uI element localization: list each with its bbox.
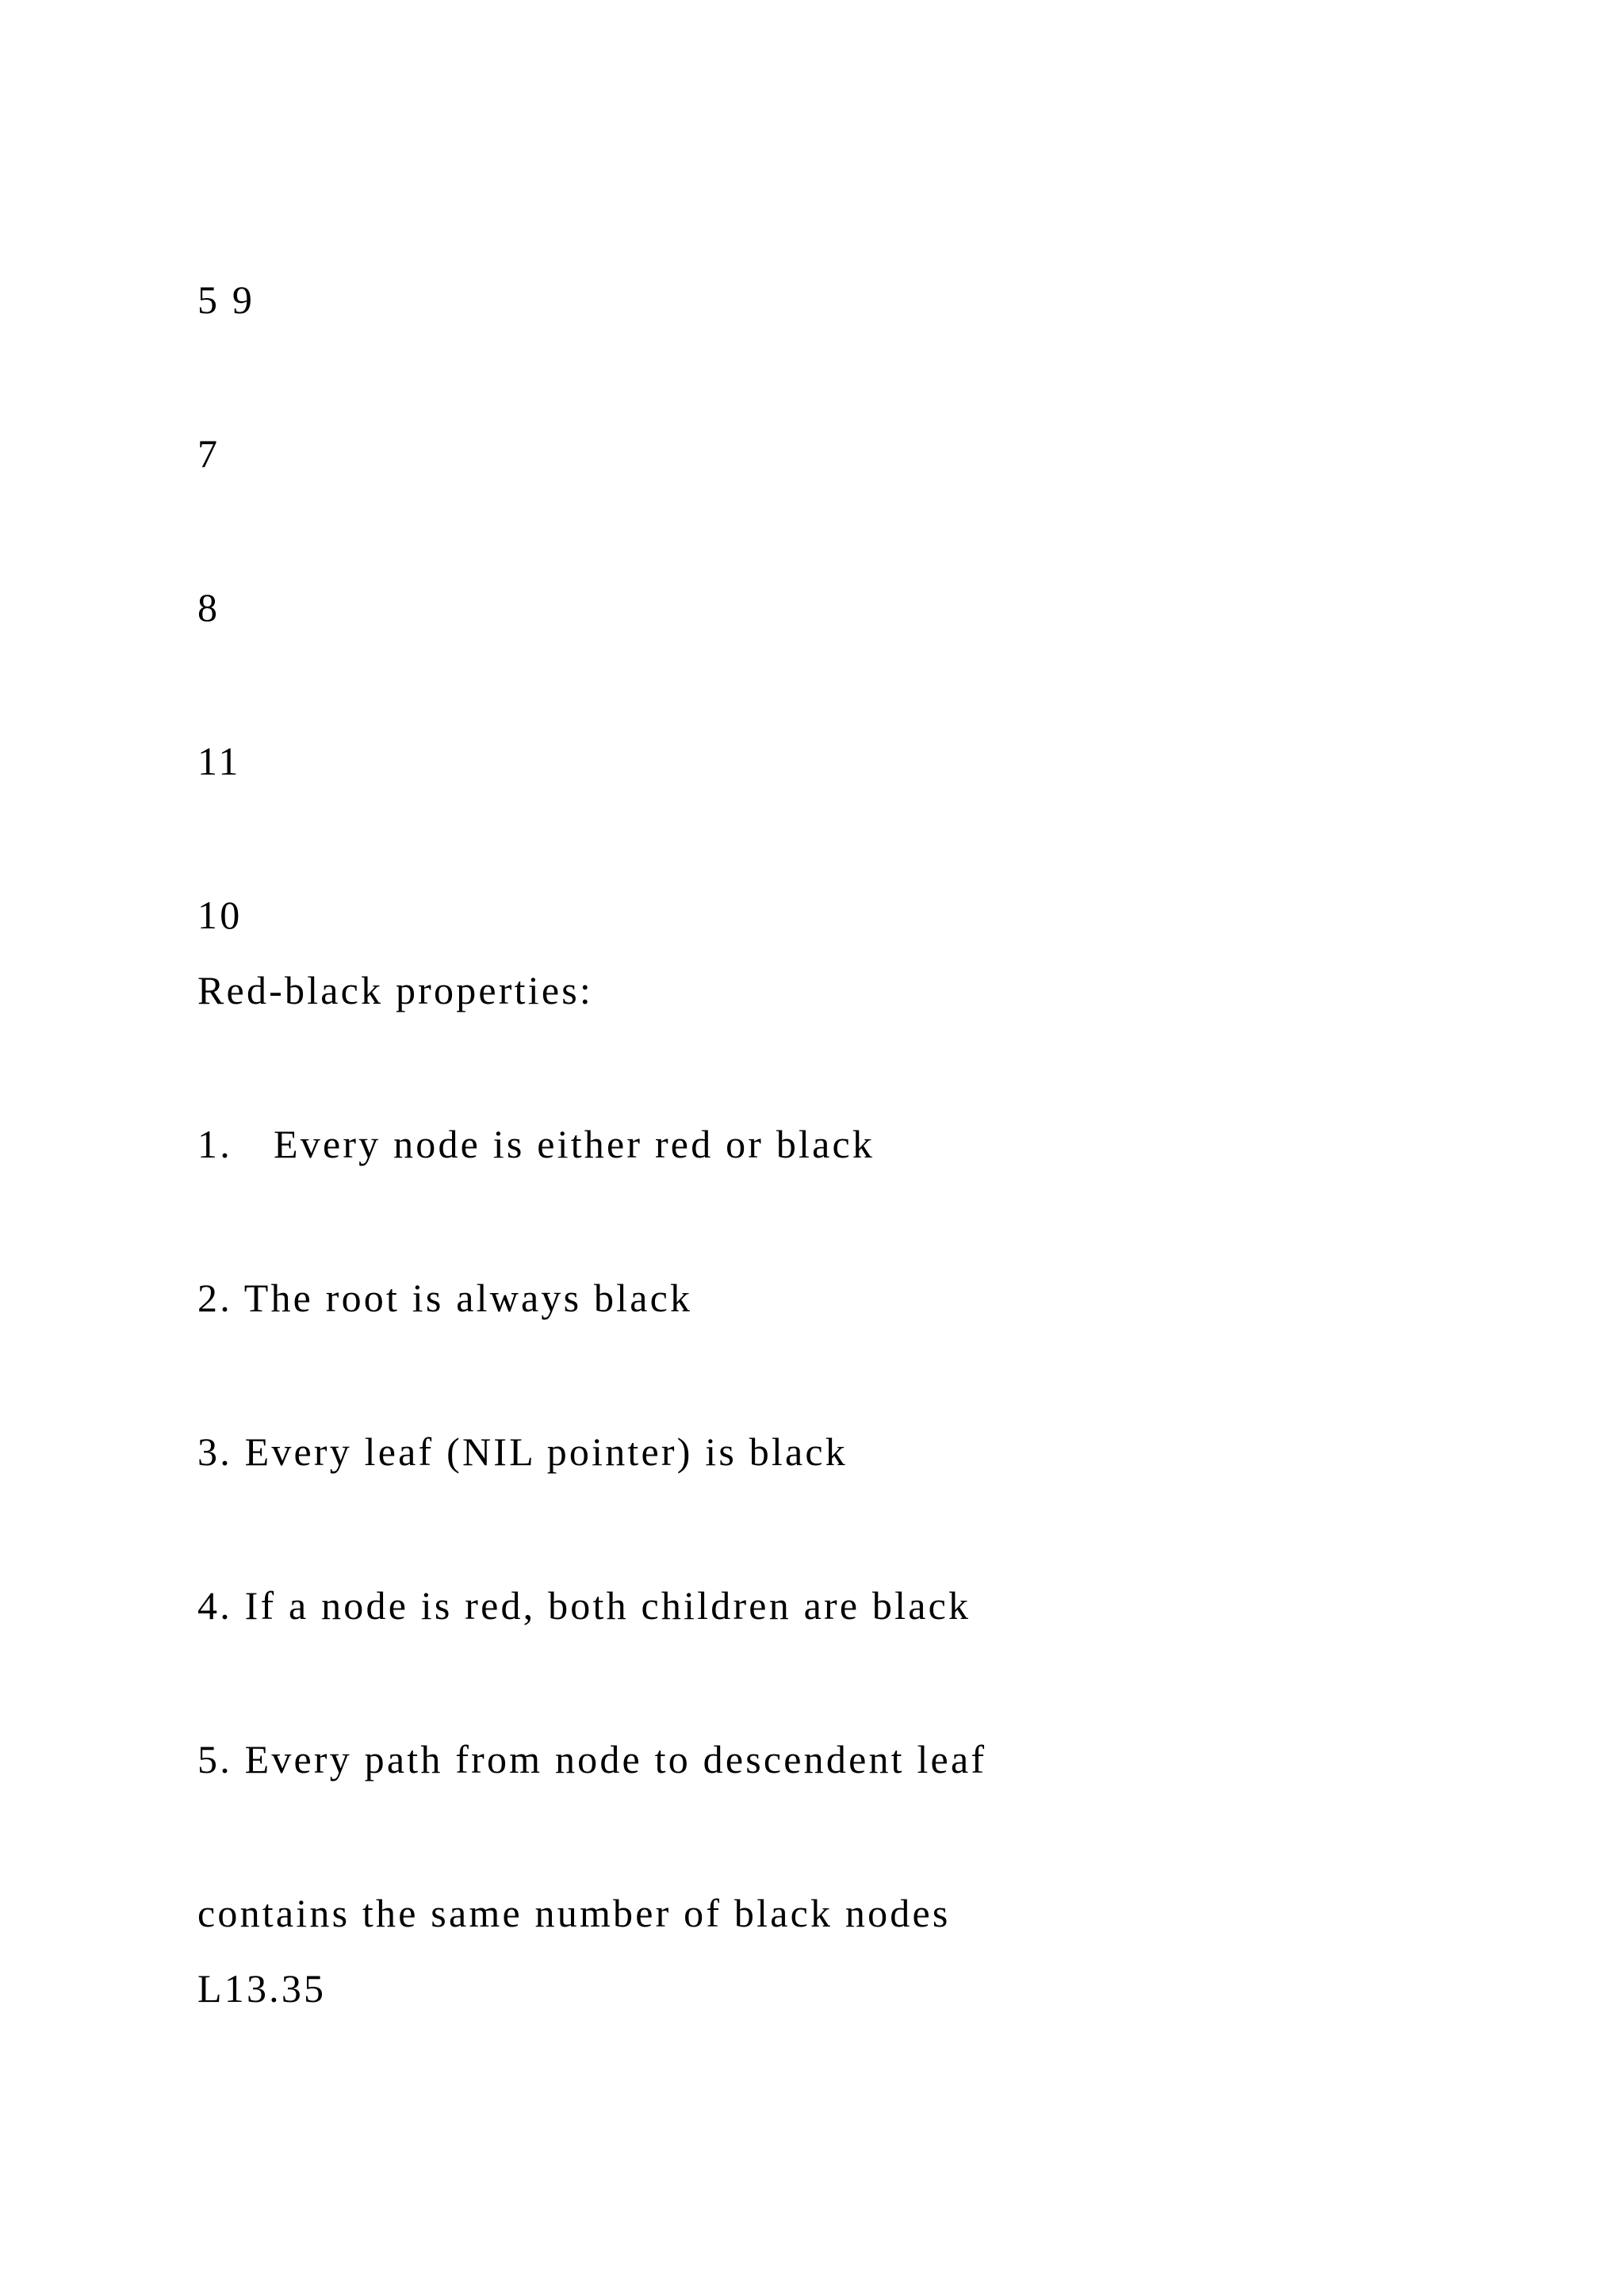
properties-heading: Red-black properties: [197, 968, 593, 1012]
property-item-3: 3. Every leaf (NIL pointer) is black [197, 1429, 848, 1474]
tree-label-row-4: 11 [197, 739, 241, 783]
tree-label-row-5: 10 [197, 893, 243, 937]
property-item-2: 2. The root is always black [197, 1276, 693, 1320]
tree-label-row-3: 8 [197, 585, 220, 629]
property-item-5-line-1: 5. Every path from node to descendent leaf [197, 1737, 987, 1781]
property-item-1-text: Every node is either red or black [274, 1122, 875, 1166]
tree-label-row-1: 5 9 [197, 277, 255, 322]
property-item-1 [197, 1120, 875, 1168]
tree-label-row-2: 7 [197, 431, 220, 476]
slide-reference: L13.35 [197, 1966, 327, 2011]
property-item-4: 4. If a node is red, both children are black [197, 1583, 971, 1628]
property-item-1-number: 1. [197, 1122, 232, 1166]
property-item-5-line-2: contains the same number of black nodes [197, 1891, 951, 1935]
